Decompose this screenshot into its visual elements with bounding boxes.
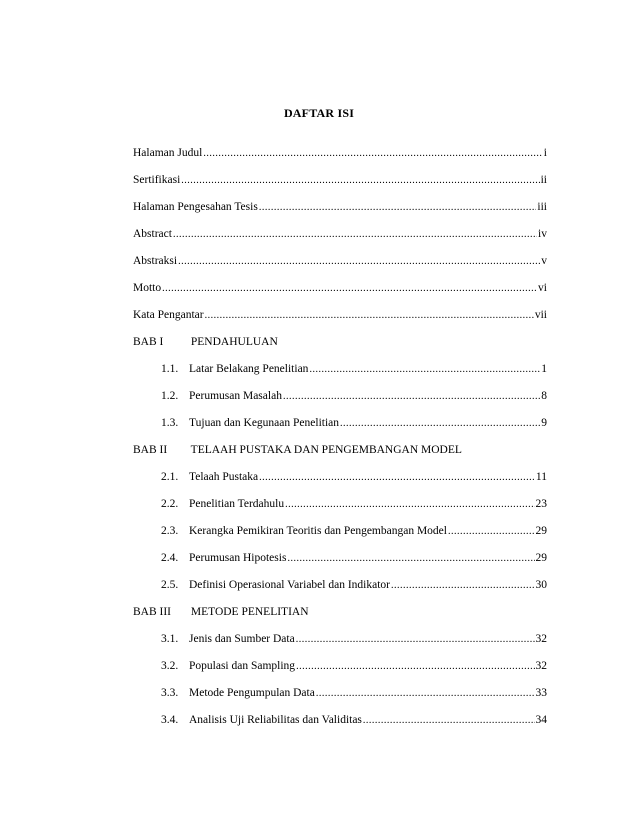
section-label: Kerangka Pemikiran Teoritis dan Pengembangan Model [189,525,447,537]
leader-dots [173,227,537,243]
leader-dots [287,551,534,567]
chapter-heading-bab-2 [133,442,462,458]
toc-entry-label: Sertifikasi [133,174,181,186]
toc-entry-abstraksi [133,253,547,269]
toc-entry-1-3 [161,415,547,431]
toc-entry-page: 32 [535,660,547,672]
toc-entry-sertifikasi [133,172,547,188]
toc-entry-kata-pengantar [133,307,547,323]
toc-entry-3-1 [161,631,547,647]
section-number: 1.3. [161,417,179,429]
leader-dots [309,362,540,378]
toc-entry-motto [133,280,547,296]
toc-entry-2-3 [161,523,547,539]
toc-entry-1-2 [161,388,547,404]
toc-entry-2-1 [161,469,547,485]
toc-entry-abstract [133,226,547,242]
leader-dots [162,281,537,297]
section-number: 2.4. [161,552,179,564]
toc-entry-page: v [541,255,547,267]
leader-dots [283,389,540,405]
leader-dots [205,308,534,324]
toc-entry-3-3 [161,685,547,701]
leader-dots [448,524,535,540]
chapter-number: BAB I [133,336,164,348]
toc-entry-label: Abstraksi [133,255,178,267]
toc-entry-2-4 [161,550,547,566]
chapter-heading-bab-3 [133,604,309,620]
section-number: 3.3. [161,687,179,699]
section-label: Definisi Operasional Variabel dan Indikator [189,579,390,591]
section-label: Tujuan dan Kegunaan Penelitian [189,417,340,429]
leader-dots [296,632,535,648]
leader-dots [391,578,535,594]
leader-dots [178,254,540,270]
leader-dots [259,470,535,486]
chapter-number: BAB III [133,606,172,618]
section-label: Perumusan Masalah [189,390,282,402]
section-label: Jenis dan Sumber Data [189,633,295,645]
section-label: Perumusan Hipotesis [189,552,287,564]
section-label: Analisis Uji Reliabilitas dan Validitas [189,714,362,726]
toc-entry-page: vi [538,282,547,294]
toc-entry-halaman-judul [133,145,547,161]
leader-dots [363,713,535,729]
toc-entry-page: iv [538,228,547,240]
section-label: Telaah Pustaka [189,471,259,483]
chapter-title: TELAAH PUSTAKA DAN PENGEMBANGAN MODEL [190,444,462,456]
section-number: 3.1. [161,633,179,645]
section-number: 2.5. [161,579,179,591]
toc-entry-page: 29 [535,525,547,537]
leader-dots [285,497,534,513]
leader-dots [316,686,535,702]
section-label: Penelitian Terdahulu [189,498,285,510]
toc-entry-label: Halaman Judul [133,147,203,159]
toc-entry-2-2 [161,496,547,512]
toc-entry-page: 34 [535,714,547,726]
toc-entry-page: 30 [535,579,547,591]
toc-entry-page: vii [534,309,547,321]
section-label: Latar Belakang Penelitian [189,363,309,375]
toc-entry-page: 32 [535,633,547,645]
section-number: 1.1. [161,363,179,375]
toc-entry-2-5 [161,577,547,593]
toc-entry-1-1 [161,361,547,377]
toc-entry-page: 23 [535,498,547,510]
leader-dots [259,200,537,216]
section-label: Metode Pengumpulan Data [189,687,315,699]
chapter-title: METODE PENELITIAN [190,606,309,618]
page-title: DAFTAR ISI [283,106,355,120]
toc-entry-page: iii [537,201,547,213]
leader-dots [203,146,542,162]
section-number: 2.3. [161,525,179,537]
section-number: 3.2. [161,660,179,672]
section-label: Populasi dan Sampling [189,660,296,672]
toc-entry-page: 33 [535,687,547,699]
section-number: 3.4. [161,714,179,726]
section-number: 2.2. [161,498,179,510]
toc-entry-page: 8 [541,390,547,402]
toc-entry-label: Kata Pengantar [133,309,204,321]
chapter-number: BAB II [133,444,168,456]
toc-entry-3-4 [161,712,547,728]
section-number: 2.1. [161,471,179,483]
toc-entry-page: 29 [535,552,547,564]
leader-dots [340,416,540,432]
toc-entry-label: Halaman Pengesahan Tesis [133,201,258,213]
toc-entry-page: ii [540,174,547,186]
chapter-title: PENDAHULUAN [190,336,278,348]
leader-dots [296,659,534,675]
leader-dots [181,173,539,189]
toc-entry-page: 1 [541,363,547,375]
toc-entry-label: Abstract [133,228,172,240]
chapter-heading-bab-1 [133,334,278,350]
toc-entry-page: 11 [535,471,547,483]
toc-entry-page: i [543,147,547,159]
toc-entry-label: Motto [133,282,162,294]
toc-entry-3-2 [161,658,547,674]
toc-entry-halaman-pengesahan [133,199,547,215]
section-number: 1.2. [161,390,179,402]
toc-entry-page: 9 [541,417,547,429]
